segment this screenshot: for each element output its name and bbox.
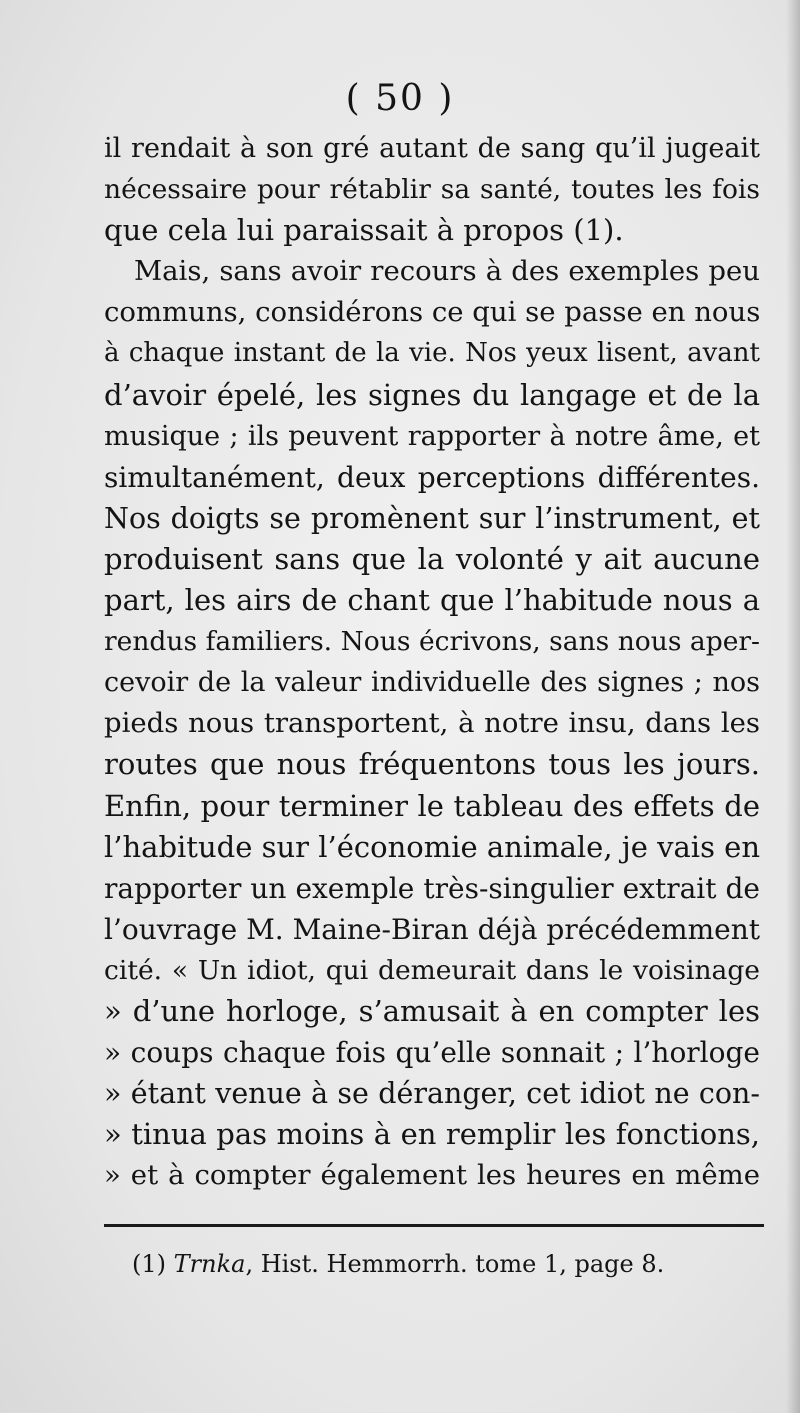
text-line: » coups chaque fois qu’elle sonnait ; l’horloge — [104, 1036, 760, 1070]
text-line: rendus familiers. Nous écrivons, sans nous aper- — [104, 626, 760, 658]
footnote-author: Trnka — [173, 1250, 246, 1278]
text-line: musique ; ils peuvent rapporter à notre âme, et — [104, 420, 760, 452]
body-text — [104, 128, 760, 1196]
text-line: l’ouvrage M. Maine-Biran déjà précédemment — [104, 912, 760, 946]
text-line: nécessaire pour rétablir sa santé, toutes les fois — [104, 174, 760, 206]
text-line: communs, considérons ce qui se passe en nous — [104, 296, 760, 329]
text-line: part, les airs de chant que l’habitude nous a — [104, 583, 760, 618]
text-line: d’avoir épelé, les signes du langage et de la — [104, 377, 760, 412]
text-line: pieds nous transportent, à notre insu, dans les — [104, 707, 760, 740]
footnote-rule — [104, 1224, 764, 1227]
text-line: produisent sans que la volonté y ait aucune — [104, 541, 760, 576]
footnote-citation: , Hist. Hemmorrh. tome 1, page 8. — [245, 1250, 665, 1278]
text-line: il rendait à son gré autant de sang qu’il jugeait — [104, 133, 760, 164]
text-line: cevoir de la valeur individuelle des signes ; nos — [104, 667, 760, 699]
text-line: Nos doigts se promènent sur l’instrument, et — [104, 501, 760, 535]
footnote-marker: (1) — [132, 1250, 166, 1278]
text-line: Mais, sans avoir recours à des exemples peu — [134, 255, 760, 288]
text-line: Enfin, pour terminer le tableau des effets de — [104, 788, 760, 823]
page-number-header: ( 50 ) — [345, 78, 455, 119]
text-line: simultanément, deux perceptions différentes. — [104, 460, 760, 494]
text-line: » d’une horloge, s’amusait à en compter les — [104, 993, 760, 1028]
text-line: » tinua pas moins à en remplir les fonctions, — [104, 1117, 760, 1152]
page-edge-shadow — [786, 0, 800, 1413]
text-line: » et à compter également les heures en même — [104, 1159, 760, 1192]
text-line: à chaque instant de la vie. Nos yeux lisent, avant — [104, 338, 760, 369]
text-line: que cela lui paraissait à propos (1). — [104, 213, 624, 248]
text-line: l’habitude sur l’économie animale, je vais en — [104, 829, 760, 864]
text-line: cité. « Un idiot, qui demeurait dans le voisinage — [104, 954, 760, 986]
text-line: rapporter un exemple très-singulier extrait de — [104, 871, 760, 905]
text-line: » étant venue à se déranger, cet idiot ne con- — [104, 1077, 760, 1111]
text-line: routes que nous fréquentons tous les jours. — [104, 747, 760, 782]
footnote — [132, 1248, 732, 1280]
